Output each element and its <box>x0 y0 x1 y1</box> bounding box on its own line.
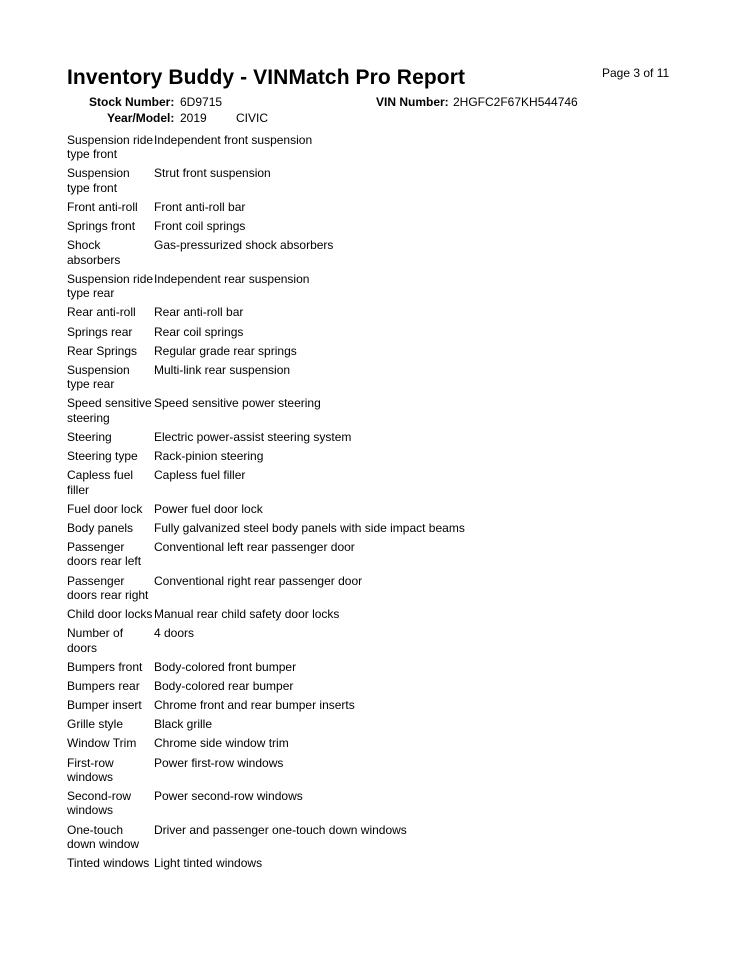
vin-label: VIN Number: <box>376 95 449 109</box>
spec-label: Tinted windows <box>67 856 150 871</box>
spec-label: First-row windows <box>67 755 114 784</box>
spec-value: 4 doors <box>154 626 195 641</box>
stock-number-value: 6D9715 <box>180 95 223 109</box>
spec-value: Power second-row windows <box>154 789 303 804</box>
spec-row <box>67 856 687 870</box>
spec-label: Body panels <box>67 520 134 535</box>
spec-label: Suspension ride type front <box>67 133 154 162</box>
spec-value: Body-colored rear bumper <box>154 678 294 693</box>
spec-value: Chrome side window trim <box>154 736 289 751</box>
spec-value: Rear coil springs <box>154 324 244 339</box>
spec-label: Steering type <box>67 449 138 464</box>
spec-row <box>67 305 687 319</box>
spec-row <box>67 823 687 852</box>
spec-value: Strut front suspension <box>154 166 271 181</box>
spec-label: Suspension type front <box>67 166 130 195</box>
vin-value: 2HGFC2F67KH544746 <box>453 95 578 109</box>
spec-label: Second-row windows <box>67 789 132 818</box>
spec-label: Rear Springs <box>67 343 138 358</box>
spec-value: Chrome front and rear bumper inserts <box>154 698 355 713</box>
spec-label: Suspension type rear <box>67 362 130 392</box>
spec-label: Passenger doors rear left <box>67 540 142 569</box>
spec-value: Front anti-roll bar <box>154 199 246 214</box>
spec-row <box>67 736 687 750</box>
spec-label: Front anti-roll <box>67 199 138 214</box>
spec-row <box>67 607 687 621</box>
year-model-label: Year/Model: <box>107 111 175 125</box>
spec-value: Capless fuel filler <box>154 468 246 483</box>
spec-row <box>67 540 687 569</box>
spec-row <box>67 717 687 731</box>
spec-label: Suspension ride type rear <box>67 271 154 301</box>
spec-label: Steering <box>67 429 112 444</box>
spec-row <box>67 396 687 425</box>
spec-value: Rack-pinion steering <box>154 449 264 464</box>
spec-value: Power first-row windows <box>154 755 284 770</box>
spec-value: Power fuel door lock <box>154 501 263 516</box>
spec-label: Number of doors <box>67 626 124 655</box>
spec-row <box>67 660 687 674</box>
spec-row <box>67 502 687 516</box>
spec-value: Light tinted windows <box>154 856 263 871</box>
spec-label: Passenger doors rear right <box>67 573 149 602</box>
spec-label: One-touch down window <box>67 822 140 851</box>
spec-row <box>67 468 687 497</box>
spec-value: Manual rear child safety door locks <box>154 607 340 622</box>
spec-label: Fuel door lock <box>67 501 143 516</box>
spec-label: Rear anti-roll <box>67 305 136 320</box>
spec-row <box>67 133 687 162</box>
spec-row <box>67 756 687 785</box>
spec-value: Driver and passenger one-touch down windows <box>154 822 407 837</box>
spec-value: Rear anti-roll bar <box>154 305 244 320</box>
spec-value: Independent front suspension <box>154 133 313 147</box>
model-value: CIVIC <box>236 111 269 125</box>
stock-number-label: Stock Number: <box>89 95 175 109</box>
spec-row <box>67 272 687 301</box>
spec-row <box>67 574 687 603</box>
spec-row <box>67 430 687 444</box>
spec-label: Capless fuel filler <box>67 468 134 497</box>
spec-row <box>67 363 687 392</box>
spec-row <box>67 166 687 195</box>
spec-row <box>67 789 687 818</box>
spec-label: Bumpers rear <box>67 678 140 693</box>
spec-row <box>67 325 687 339</box>
spec-row <box>67 679 687 693</box>
spec-row <box>67 521 687 535</box>
spec-value: Speed sensitive power steering <box>154 396 321 411</box>
spec-label: Grille style <box>67 717 124 732</box>
spec-value: Fully galvanized steel body panels with side impact beams <box>154 520 465 535</box>
spec-value: Front coil springs <box>154 219 246 234</box>
year-value: 2019 <box>180 111 207 125</box>
spec-row <box>67 238 687 267</box>
page-number: Page 3 of 11 <box>602 66 670 80</box>
spec-row <box>67 219 687 233</box>
report-title: Inventory Buddy - VINMatch Pro Report <box>67 66 466 89</box>
spec-label: Springs front <box>67 219 136 234</box>
spec-value: Regular grade rear springs <box>154 343 297 358</box>
spec-label: Child door locks <box>67 607 153 622</box>
spec-value: Electric power-assist steering system <box>154 429 352 444</box>
spec-value: Black grille <box>154 717 213 732</box>
spec-label: Springs rear <box>67 324 133 339</box>
spec-value: Gas-pressurized shock absorbers <box>154 238 334 253</box>
spec-label: Speed sensitive steering <box>67 396 152 425</box>
spec-list <box>67 133 687 875</box>
spec-row <box>67 344 687 358</box>
spec-value: Body-colored front bumper <box>154 659 297 674</box>
spec-value: Independent rear suspension <box>154 271 310 286</box>
spec-value: Conventional left rear passenger door <box>154 540 355 555</box>
spec-value: Multi-link rear suspension <box>154 362 291 377</box>
spec-row <box>67 698 687 712</box>
spec-label: Window Trim <box>67 736 137 751</box>
spec-label: Bumper insert <box>67 698 142 713</box>
spec-label: Bumpers front <box>67 659 143 674</box>
spec-row <box>67 200 687 214</box>
spec-row <box>67 449 687 463</box>
spec-row <box>67 626 687 655</box>
spec-label: Shock absorbers <box>67 238 121 267</box>
spec-value: Conventional right rear passenger door <box>154 573 363 588</box>
